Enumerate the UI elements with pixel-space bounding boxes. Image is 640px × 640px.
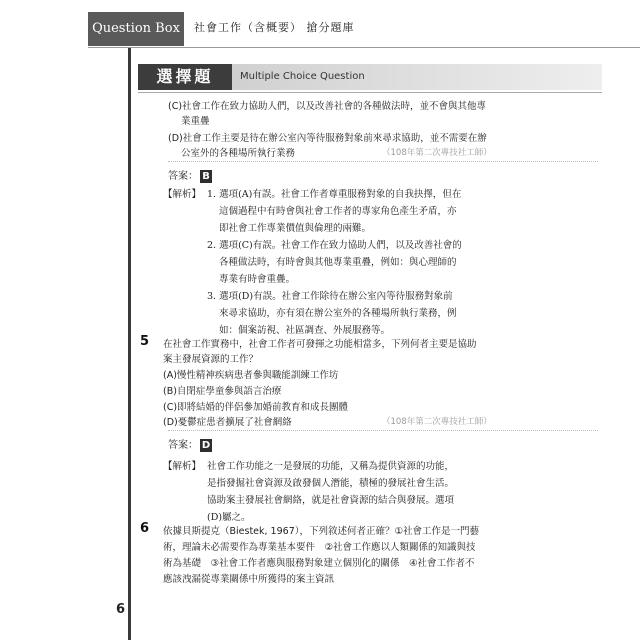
q5-stem-line1: 在社會工作實務中，社會工作者可發揮之功能相當多，下列何者主要是協助 [163,339,477,350]
q4-option-d-line1: (D)社會工作主要是待在辦公室內等待服務對象前來尋求協助，並不需要在辦 [168,133,487,144]
question-number: 5 [140,334,150,349]
q4-explanation-line: 來尋求協助，亦有須在辦公室外的各種場所執行業務，例 [219,308,457,319]
q6-stem-line4: 應該洩漏從專業關係中所獲得的案主資訊 [163,574,335,585]
q4-option-c-line1: (C)社會工作在致力協助人們，以及改善社會的各種做法時，並不會與其他專 [168,101,487,112]
q5-option-c: (C)即將結婚的伴侶參加婚前教育和成長團體 [163,402,349,413]
q5-option-d: (D)憂鬱症患者擴展了社會網絡 [163,417,292,428]
page-number: 6 [116,602,126,617]
q4-explanation-line: 即社會工作專業價值與倫理的兩難。 [219,223,372,234]
q5-explanation-line: (D)屬之。 [207,512,251,523]
header-tab: Question Box [88,12,184,46]
q5-divider [168,430,598,431]
q4-option-d-line2: 公室外的各種場所執行業務 [181,148,296,159]
q4-explanation-line: 1. 選項(A)有誤。社會工作者尊重服務對象的自我抉擇，但在 [207,189,462,200]
section-divider [138,92,602,93]
q5-stem-line2: 案主發展資源的工作？ [163,354,259,365]
q6-stem-line1: 依據貝斯提克（Biestek, 1967），下列敘述何者正確？①社會工作是一門藝 [163,526,480,537]
question-number: 6 [140,521,150,536]
q5-explanation-line: 是指發掘社會資源及啟發個人潛能，積極的發展社會生活。 [207,478,455,489]
q5-explanation-line: 社會工作功能之一是發展的功能，又稱為提供資源的功能， [207,461,455,472]
answer-badge: B [200,170,212,183]
q4-divider [168,161,598,162]
answer-label: 答案： [168,171,198,182]
q4-option-c-line2: 業重疊 [181,116,210,127]
q4-explanation-line: 這個過程中有時會與社會工作者的專家角色產生矛盾，亦 [219,206,457,217]
q4-explanation-line: 3. 選項(D)有誤。社會工作除待在辦公室內等待服務對象前 [207,291,453,302]
q6-stem-line3: 術為基礎 ③社會工作者應與服務對象建立個別化的關係 ④社會工作者不 [163,558,475,569]
section-title: 選擇題 [138,64,232,90]
q5-option-a: (A)慢性精神疾病患者參與職能訓練工作坊 [163,370,339,381]
left-margin-rule [128,48,131,640]
answer-badge: D [201,439,211,451]
header-title: 社會工作（含概要） 搶分題庫 [194,21,355,34]
q5-exam-source: （108年第二次專技社工師） [382,417,492,427]
q6-stem-line2: 術，理論未必需要作為專業基本要件 ②社會工作應以人類關係的知識與技 [163,542,476,553]
section-subtitle: Multiple Choice Question [232,64,602,90]
q5-explanation-label: 【解析】 [163,461,202,472]
q4-explanation-line: 2. 選項(C)有誤。社會工作在致力協助人們，以及改善社會的 [207,240,462,251]
q5-option-b: (B)自閉症學童參與語言治療 [163,386,282,397]
q5-explanation-line: 協助案主發展社會網絡，就是社會資源的結合與發展。選項 [207,495,455,506]
answer-label: 答案： [168,440,198,451]
q4-explanation-label: 【解析】 [163,189,202,200]
q4-explanation-line: 如：個案訪視、社區調查、外展服務等。 [219,325,391,336]
q5-answer [168,436,212,452]
header-divider [88,47,640,48]
q4-explanation-line: 各種做法時，有時會與其他專業重疊，例如：與心理師的 [219,257,457,268]
q4-explanation-line: 專業有時會重疊。 [219,274,296,285]
q4-answer [168,167,212,183]
q4-exam-source: （108年第二次專技社工師） [382,148,492,158]
